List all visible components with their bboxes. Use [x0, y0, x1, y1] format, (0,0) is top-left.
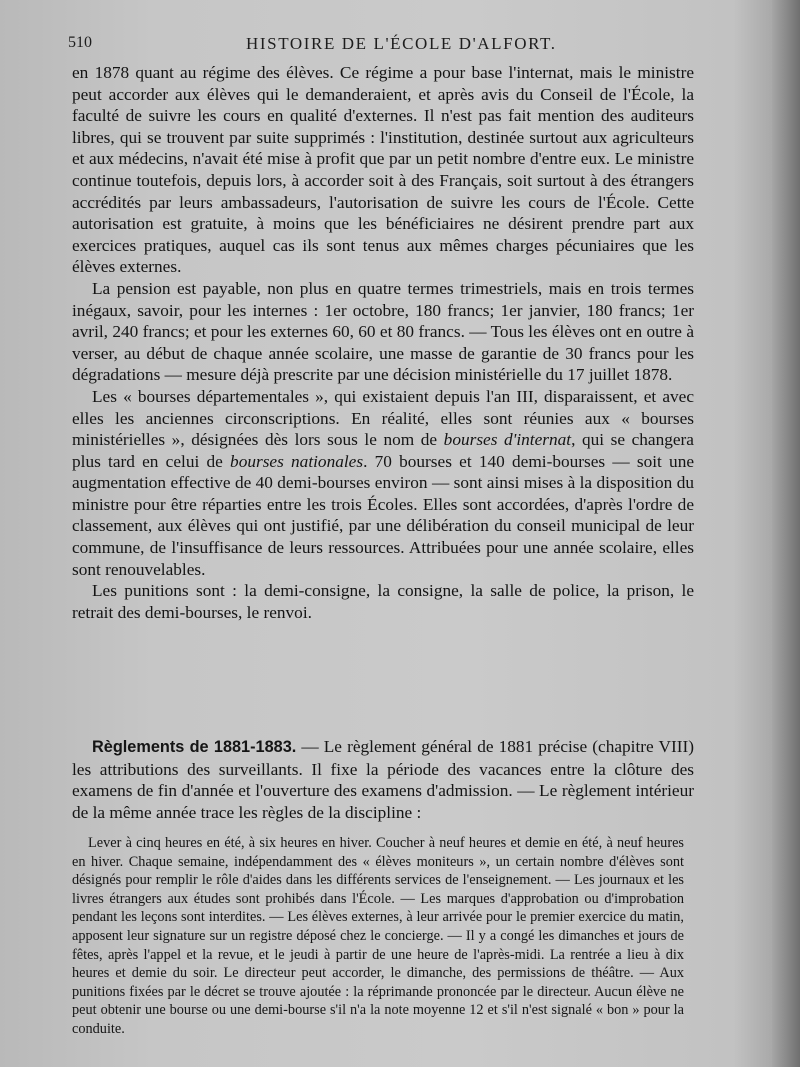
section-text: — Le règlement général de 1881 précise (chapitre VIII) les attributions des surveillants. Il fixe la période des vacances entre la clôture des examens de fin d'année et l'ouverture des examens d'admission. — Le règlement intérieur de la même année trace les règles de la discipline :	[72, 737, 694, 822]
page-number: 510	[68, 34, 92, 51]
italic-term-bourses-nationales: bourses nationales	[230, 451, 364, 471]
page-edge-shadow	[772, 0, 800, 1067]
running-title: HISTOIRE DE L'ÉCOLE D'ALFORT.	[246, 34, 557, 53]
paragraph-pension: La pension est payable, non plus en quatre termes trimestriels, mais en trois termes inégaux, savoir, pour les internes : 1er octobre, 180 francs; 1er janvier, 180 francs; 1er avril, 240 francs; et pour les externes 60, 60 et 80 francs. — Tous les élèves ont en outre à verser, au début de chaque année scolaire, une masse de garantie de 30 francs pour les dégradations — mesure déjà prescrite par une décision ministérielle du 17 juillet 1878.	[72, 278, 694, 385]
paragraph-punitions: Les punitions sont : la demi-consigne, la consigne, la salle de police, la prison, le retrait des demi-bourses, le renvoi.	[72, 581, 694, 622]
quoted-regulation: Lever à cinq heures en été, à six heures en hiver. Coucher à neuf heures et demie en été, à neuf heures en hiver. Chaque semaine, indépendamment des « élèves moniteurs », un certain nombre d'élèves sont désignés pour remplir le rôle d'aides dans les différents services de l'enseignement. — Les journaux et les livres étrangers aux études sont prohibés dans l'École. — Les marques d'approbation ou d'improbation pendant les leçons sont interdites. — Les élèves externes, à leur arrivée pour le premier exercice du matin, apposent leur signature sur un registre déposé chez le concierge. — Il y a congé les dimanches et jours de fêtes, après l'appel et la revue, et le jeudi à partir de une heure de l'après-midi. La rentrée a lieu à dix heures et demie du soir. Le directeur peut accorder, le dimanche, des permissions de théâtre. — Aux punitions fixées par le décret se trouve ajoutée : la réprimande prononcée par le directeur. Aucun élève ne peut obtenir une bourse ou une demi-bourse s'il n'a la note moyenne 12 et s'il n'est signalé « bon » pour la conduite.	[72, 835, 684, 1037]
paragraph-bourses-part-3: . 70 bourses et 140 demi-bourses — soit une augmentation effective de 40 demi-bourses environ — sont ainsi mises à la disposition du ministre pour être réparties entre les trois Écoles. Elles sont accordées, d'après l'ordre de classement, aux élèves qui ont justifié, par une délibération du conseil municipal de leur commune, de l'insuffisance de leurs ressources. Attribuées pour une année scolaire, elles sont renouvelables.	[72, 451, 695, 579]
section-reglements	[72, 736, 694, 823]
section-heading: Règlements de 1881-1883.	[92, 738, 297, 756]
body-text	[72, 62, 694, 623]
paragraph-bourses-part-2: , qui se changera plus tard en celui de	[72, 430, 694, 471]
paragraph-bourses	[72, 386, 694, 580]
italic-term-bourses-internat: bourses d'internat	[443, 430, 572, 450]
running-head	[68, 34, 708, 58]
paragraph-regime: en 1878 quant au régime des élèves. Ce régime a pour base l'internat, mais le ministre peut accorder aux élèves qui le demanderaient, et après avis du Conseil de l'École, la faculté de suivre les cours en qualité d'externes. Il n'est pas fait mention des auditeurs libres, qui se trouvent par suite supprimés : l'institution, destinée surtout aux agriculteurs et aux médecins, n'avait été mise à profit que par un petit nombre d'entre eux. Le ministre continue toutefois, depuis lors, à accorder soit à des Français, soit surtout à des étrangers accrédités par leurs ambassadeurs, l'autorisation de suivre les cours de l'École. Cette autorisation est gratuite, à moins que les bénéficiaires ne désirent prendre part aux exercices pratiques, auquel cas ils sont tenus aux mêmes charges pécuniaires que les élèves externes.	[72, 63, 694, 277]
paragraph-bourses-part-1: Les « bourses départementales », qui existaient depuis l'an III, disparaissent, et avec elles les anciennes circonscriptions. En réalité, elles sont réunies aux « bourses ministérielles », désignées dès lors sous le nom de	[72, 386, 694, 450]
